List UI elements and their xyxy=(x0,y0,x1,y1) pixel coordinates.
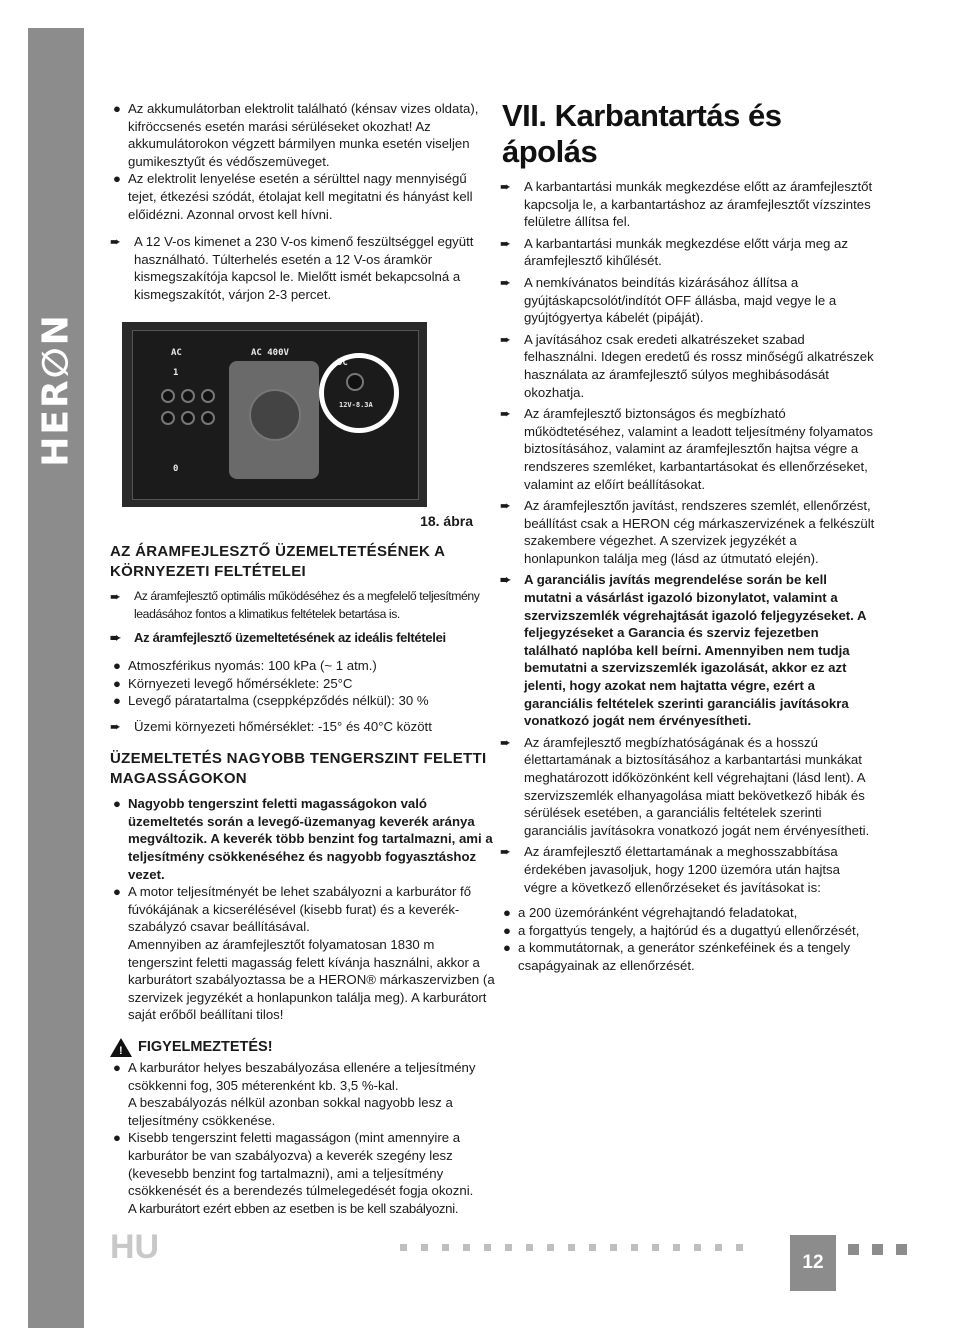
arrow-icon: ➨ xyxy=(500,844,511,860)
list-item: ● a 200 üzemóránként végrehajtandó feladatokat, xyxy=(503,905,798,921)
arrow-item: ➨ Az áramfejlesztő megbízhatóságának és a hosszú élettartamának a biztosításához a karbantartási munkákat meghatározott időközönként kell végrehajtani (lásd lent). A szervizszemlék elhanyagolása miatt bekövetkező hibák és sérülések esetében, a garanciális feltételek szerinti garanciális javításokra vonatkozó jogát nem érvényesítheti. xyxy=(500,734,870,838)
arrow-icon: ➨ xyxy=(500,498,511,514)
warning-heading: ! FIGYELMEZTETÉS! xyxy=(110,1038,495,1057)
list-item: ● a forgattyús tengely, a hajtórúd és a dugattyú ellenőrzését, xyxy=(503,922,860,938)
figure-caption: 18. ábra xyxy=(420,512,473,529)
list-item: ● Kisebb tengerszint feletti magasságon (mint amennyire a karburátor be van szabályozva) a keverék szegény lesz (kevesebb benzint fog tartalmazni), ami a teljesítmény csökkenését és a berendezés túlmelegedését fogja okozni. xyxy=(113,1130,474,1199)
arrow-icon: ➨ xyxy=(500,734,511,750)
arrow-icon: ➨ xyxy=(110,589,121,605)
arrow-icon: ➨ xyxy=(500,406,511,422)
list-item: ● A karburátor helyes beszabályozása ellenére a teljesítmény csökkenni fog, 305 méterenként kb. 3,5 %-kal. xyxy=(113,1060,476,1093)
side-bar xyxy=(28,28,84,1328)
arrow-icon: ➨ xyxy=(500,235,511,251)
list-item: ● Levegő páratartalma (cseppképződés nélkül): 30 % xyxy=(113,693,429,709)
arrow-icon: ➨ xyxy=(110,630,121,646)
paragraph: A beszabályozás nélkül azonban sokkal nagyobb lesz a teljesítmény csökkenése. xyxy=(128,1095,453,1128)
list-item: ● Az elektrolit lenyelése esetén a sérülttel nagy mennyiségű tejet, étkezési szódát, étolajat kell megitatni és hányást kell előidézni. Azonnal orvost kell hívni. xyxy=(113,171,473,222)
list-item: ● Környezeti levegő hőmérséklete: 25°C xyxy=(113,675,353,691)
arrow-item: ➨ Az áramfejlesztő élettartamának a meghosszabbítása érdekében javasoljuk, hogy 1200 üzemóra után hajtsa végre a következő ellenőrzéseket és javításokat is: xyxy=(500,844,840,895)
list-item: ● Az akkumulátorban elektrolit található (kénsav vizes oldata), kifröccsenés esetén marási sérüléseket okozhat! Az akkumulátorokon végzett bármilyen munka esetén viseljen gumikesztyűt és védőszemüveget. xyxy=(113,101,479,169)
arrow-item: ➨ Üzemi környezeti hőmérséklet: -15° és 40°C között xyxy=(110,718,432,734)
arrow-icon: ➨ xyxy=(500,179,511,194)
footer-square xyxy=(848,1244,859,1255)
arrow-item: ➨ Az áramfejlesztő optimális működéséhez és a megfelelő teljesítmény leadásához fontos a klimatikus feltételek betartása is. xyxy=(110,589,480,621)
warning-icon: ! xyxy=(110,1038,132,1057)
section-title-env: AZ ÁRAMFEJLESZTŐ ÜZEMELTETÉSÉNEK A KÖRNYEZETI FELTÉTELEI xyxy=(110,543,445,581)
arrow-item: ➨ A karbantartási munkák megkezdése előtt az áramfejlesztőt kapcsolja le, a karbantartáshoz az áramfejlesztőt vízszintes felületre állítsa fel. xyxy=(500,179,873,230)
right-column xyxy=(500,98,875,975)
paragraph: Amennyiben az áramfejlesztőt folyamatosan 1830 m tengerszint feletti magasság felett kívánja használni, akkor a karburátort szabályoztassa be a HERON® márkaszervizben (a szervizek jegyzékét a honlapunkon találja meg). A karburátort saját erőből beállítani tilos! xyxy=(128,937,495,1023)
arrow-item: ➨ A javításához csak eredeti alkatrészeket szabad felhasználni. Idegen eredetű és rossz minőségű alkatrészek használata az áramfejlesztő súlyos meghibásodását okozhatja. xyxy=(500,331,874,400)
arrow-icon: ➨ xyxy=(500,572,511,588)
list-item: ● a kommutátornak, a generátor szénkeféinek és a tengely csapágyainak az ellenőrzését. xyxy=(503,940,851,973)
page-title: VII. Karbantartás és ápolás xyxy=(502,98,782,169)
page-number: 12 xyxy=(790,1235,836,1291)
arrow-item: ➨ Az áramfejlesztőn javítást, rendszeres szemlét, ellenőrzést, beállítást csak a HERON cég márkaszervizének a felkészült szakembere végezhet. A szervizek jegyzékét a honlapunkon találja meg (lásd az útmutató elején). xyxy=(500,498,875,566)
arrow-item: ➨ A karbantartási munkák megkezdése előtt várja meg az áramfejlesztő kihűlését. xyxy=(500,235,848,269)
arrow-icon: ➨ xyxy=(110,234,121,250)
arrow-item: ➨ A 12 V-os kimenet a 230 V-os kimenő feszültséggel együtt használható. Túlterhelés esetén a 12 V-os áramkör kismegszakítója kapcsol le. Mielőtt ismét bekapcsolná a kismegszakítót, várjon 2-3 percet. xyxy=(110,234,474,302)
footer-square xyxy=(896,1244,907,1255)
arrow-item: ➨ A garanciális javítás megrendelése során be kell mutatni a vásárlást igazoló bizonylatot, valamint a szervizszemlék végrehajtását igazoló feljegyzéseket. A feljegyzéseket a Garancia és szerviz fejezetben található naplóba kell beírni. Amennyiben nem tudja bemutatni a szervizszemlék igazolását, akkor ez azt jelenti, hogy azokat nem hajtatta végre, ezért a garanciális feltételek szerinti garanciális javításokra vonatkozó jogát nem érvényesítheti. xyxy=(500,572,867,729)
list-item: ● Nagyobb tengerszint feletti magasságokon való üzemeltetés során a levegő-üzemanyag keverék aránya megváltozik. A keverék több benzint fog tartalmazni, ami a teljesítmény csökkenéséhez és nagyobb fogyasztáshoz vezet. xyxy=(113,796,493,882)
heron-logo: HER∅N xyxy=(35,313,77,467)
list-item: ● A motor teljesítményét be lehet szabályozni a karburátor fő fúvókájának a kicserélésével (kisebb furat) és a keverék-szabályzó csavar beállításával. xyxy=(113,884,472,935)
language-label: HU xyxy=(110,1228,160,1266)
list-item: ● Atmoszférikus nyomás: 100 kPa (~ 1 atm.) xyxy=(113,657,377,673)
arrow-icon: ➨ xyxy=(500,331,511,347)
footer-square xyxy=(872,1244,883,1255)
arrow-item: ➨ Az áramfejlesztő biztonságos és megbízható működtetéséhez, valamint a leadott teljesítmény folyamatos biztosításához, valamint az áramfejlesztőn hajtsa végre a rendszeres szemléket, karbantartásokat és ellenőrzéseket, valamint az előírt beállításokat. xyxy=(500,406,873,492)
arrow-icon: ➨ xyxy=(110,718,121,734)
arrow-item: ➨ A nemkívánatos beindítás kizárásához állítsa a gyújtáskapcsolót/indítót OFF állásba, majd vegye le a gyújtógyertya kábelét (pipáját). xyxy=(500,274,837,326)
left-column xyxy=(110,100,495,1217)
arrow-icon: ➨ xyxy=(500,274,511,290)
figure-18-photo: AC 1 0 AC 400V DC 12V-8.3A xyxy=(122,322,427,507)
paragraph: A karburátort ezért ebben az esetben is be kell szabályozni. xyxy=(128,1200,459,1216)
footer-dots xyxy=(400,1244,743,1251)
arrow-item: ➨ Az áramfejlesztő üzemeltetésének az ideális feltételei xyxy=(110,630,446,646)
section-title-altitude: ÜZEMELTETÉS NAGYOBB TENGERSZINT FELETTI MAGASSÁGOKON xyxy=(110,750,487,788)
